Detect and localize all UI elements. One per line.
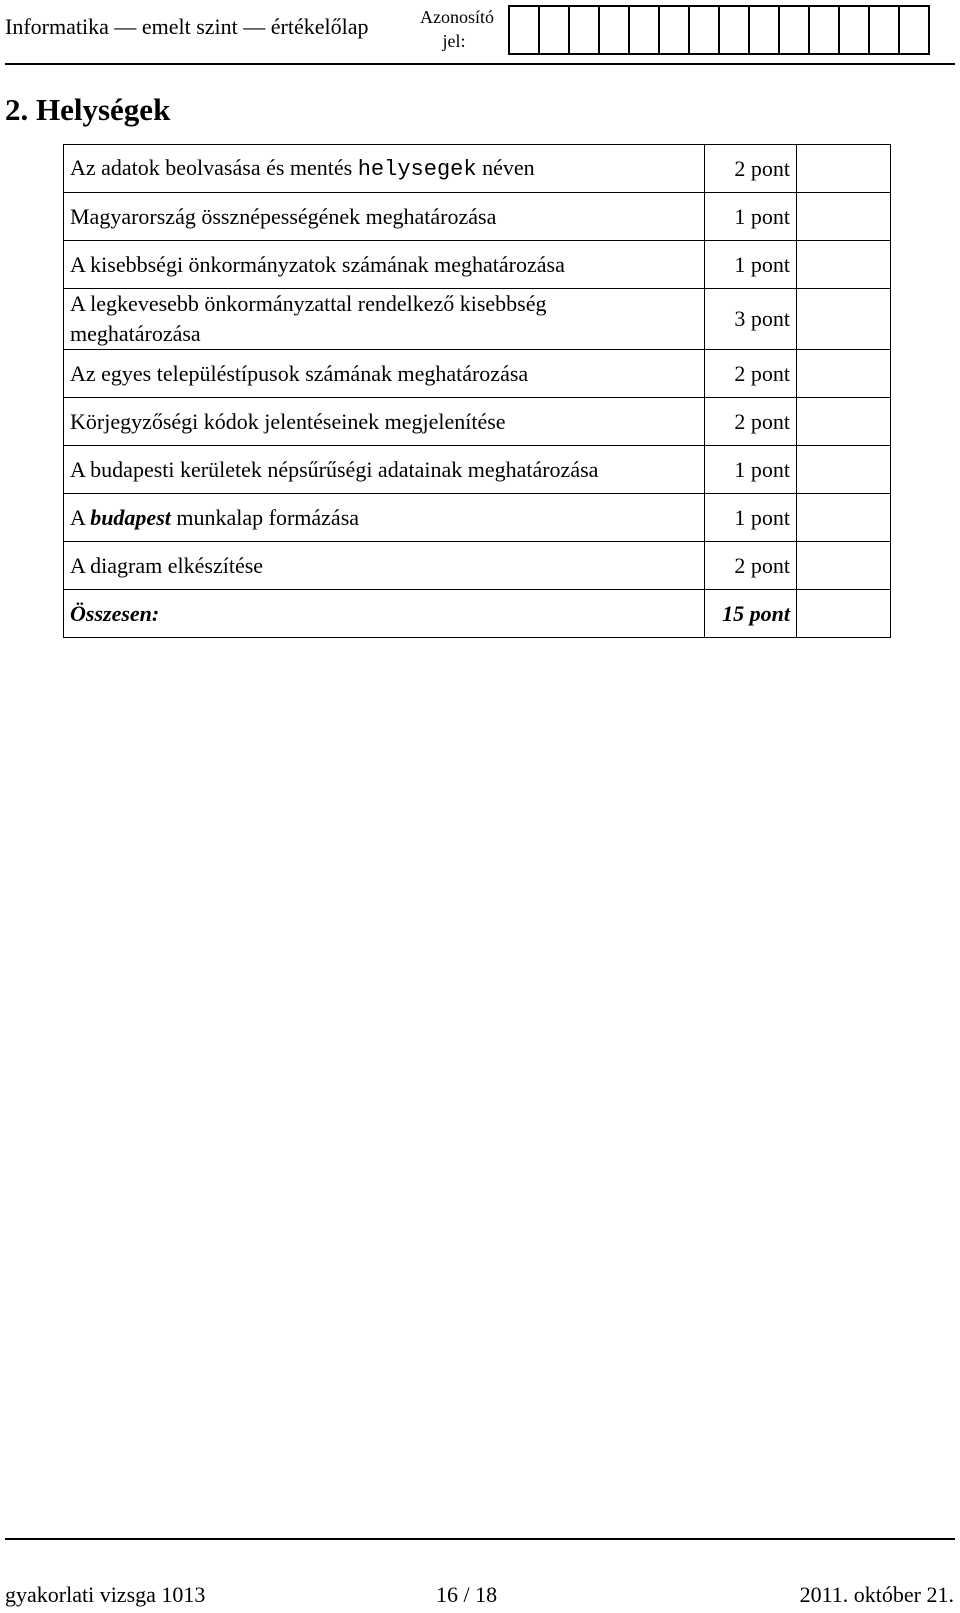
- score-box[interactable]: [797, 145, 891, 193]
- task-text-line2: meghatározása: [70, 321, 201, 346]
- points-cell: 2 pont: [705, 398, 797, 446]
- task-text-pre: A: [70, 504, 91, 530]
- id-label: [420, 5, 494, 53]
- id-label-line2: jel:: [442, 31, 466, 51]
- table-row: [64, 350, 891, 398]
- task-cell: [64, 494, 705, 542]
- id-box[interactable]: [840, 5, 870, 55]
- footer-date: 2011. október 21.: [799, 1582, 954, 1607]
- total-row: [64, 590, 891, 638]
- score-box[interactable]: [797, 289, 891, 350]
- task-cell: Magyarország össznépességének meghatározása: [64, 193, 705, 241]
- table-row: [64, 145, 891, 193]
- task-text-post: munkalap formázása: [170, 504, 360, 530]
- table-row: [64, 241, 891, 289]
- table-row: [64, 193, 891, 241]
- total-score-box[interactable]: [797, 590, 891, 638]
- score-box[interactable]: [797, 494, 891, 542]
- task-cell: [64, 145, 705, 193]
- id-box[interactable]: [660, 5, 690, 55]
- sheet-name: budapest: [90, 504, 171, 530]
- id-box[interactable]: [900, 5, 930, 55]
- points-cell: 1 pont: [705, 193, 797, 241]
- score-table: [63, 144, 891, 638]
- task-cell: Körjegyzőségi kódok jelentéseinek megjelenítése: [64, 398, 705, 446]
- total-points: 15 pont: [705, 590, 797, 638]
- id-label-line1: Azonosító: [420, 7, 494, 27]
- task-cell: [64, 289, 705, 350]
- task-cell: A diagram elkészítése: [64, 542, 705, 590]
- table-row: [64, 446, 891, 494]
- score-box[interactable]: [797, 398, 891, 446]
- section-title: 2. Helységek: [5, 92, 171, 127]
- id-box[interactable]: [780, 5, 810, 55]
- score-box[interactable]: [797, 542, 891, 590]
- header-divider: [5, 63, 955, 65]
- id-box[interactable]: [750, 5, 780, 55]
- id-box[interactable]: [600, 5, 630, 55]
- table-row: [64, 494, 891, 542]
- table-row: [64, 542, 891, 590]
- id-box[interactable]: [720, 5, 750, 55]
- id-box[interactable]: [870, 5, 900, 55]
- task-text-line1: A legkevesebb önkormányzattal rendelkező kisebbség: [70, 291, 547, 316]
- id-box[interactable]: [810, 5, 840, 55]
- id-box[interactable]: [690, 5, 720, 55]
- points-cell: 1 pont: [705, 494, 797, 542]
- total-label: Összesen:: [64, 590, 705, 638]
- score-box[interactable]: [797, 241, 891, 289]
- task-text-post: néven: [476, 154, 535, 180]
- score-box[interactable]: [797, 446, 891, 494]
- points-cell: 3 pont: [705, 289, 797, 350]
- footer-exam-label: gyakorlati vizsga 1013: [5, 1582, 206, 1607]
- points-cell: 2 pont: [705, 145, 797, 193]
- task-cell: A budapesti kerületek népsűrűségi adatainak meghatározása: [64, 446, 705, 494]
- task-text-pre: Az adatok beolvasása és mentés: [70, 154, 358, 180]
- table-row: [64, 398, 891, 446]
- score-box[interactable]: [797, 350, 891, 398]
- id-box[interactable]: [570, 5, 600, 55]
- points-cell: 2 pont: [705, 350, 797, 398]
- score-box[interactable]: [797, 193, 891, 241]
- id-box[interactable]: [630, 5, 660, 55]
- task-cell: Az egyes településtípusok számának meghatározása: [64, 350, 705, 398]
- task-cell: A kisebbségi önkormányzatok számának meghatározása: [64, 241, 705, 289]
- id-box[interactable]: [540, 5, 570, 55]
- id-boxes: [508, 5, 930, 55]
- points-cell: 1 pont: [705, 446, 797, 494]
- table-row: [64, 289, 891, 350]
- page-number: 16 / 18: [436, 1582, 498, 1607]
- header-title: Informatika — emelt szint — értékelőlap: [5, 14, 369, 39]
- points-cell: 1 pont: [705, 241, 797, 289]
- footer-divider: [5, 1538, 955, 1540]
- id-box[interactable]: [510, 5, 540, 55]
- points-cell: 2 pont: [705, 542, 797, 590]
- file-name: helysegek: [357, 156, 477, 182]
